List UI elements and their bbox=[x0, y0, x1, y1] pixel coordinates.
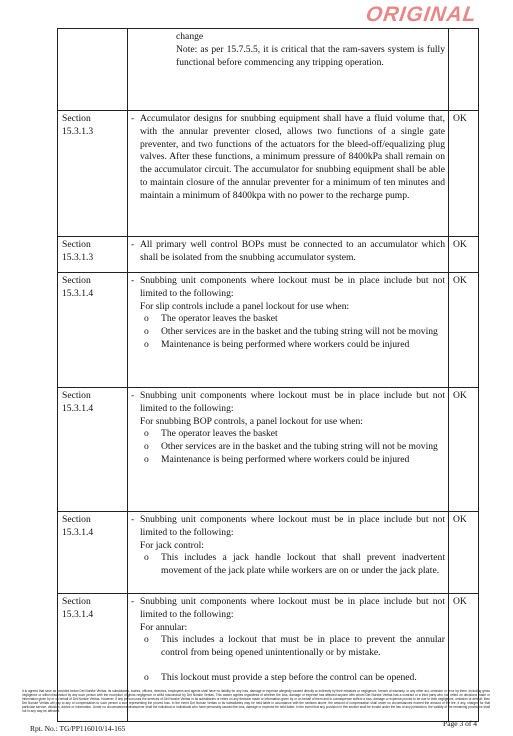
bullet-text: Maintenance is being performed where workers could be injured bbox=[161, 453, 410, 465]
dash-marker: - bbox=[131, 596, 135, 607]
compliance-table bbox=[57, 28, 479, 722]
dash-marker: - bbox=[131, 113, 135, 124]
bullet-text: This lockout must provide a step before the control can be opened. bbox=[161, 671, 417, 683]
requirement-cell bbox=[128, 388, 449, 512]
dash-marker: - bbox=[131, 514, 135, 525]
bullet-marker: o bbox=[144, 338, 149, 350]
list-item bbox=[140, 454, 445, 467]
bullet-marker: o bbox=[144, 634, 149, 646]
requirement-cell bbox=[128, 512, 449, 594]
status-cell bbox=[449, 29, 479, 111]
table-row bbox=[58, 29, 479, 111]
status-cell: OK bbox=[449, 237, 479, 273]
requirement-text: Snubbing unit components where lockout must be in place include but not limited to the following: bbox=[140, 514, 445, 538]
table-row bbox=[58, 273, 479, 388]
list-item bbox=[140, 428, 445, 441]
status-cell: OK bbox=[449, 111, 479, 237]
requirement-item bbox=[131, 275, 445, 301]
page-number: Page 3 of 4 bbox=[443, 719, 477, 728]
bullet-text: Maintenance is being performed where workers could be injured bbox=[161, 338, 410, 350]
bullet-list bbox=[131, 552, 445, 578]
original-stamp: ORIGINAL bbox=[364, 3, 479, 26]
bullet-marker: o bbox=[144, 441, 149, 453]
requirement-subtext: For snubbing BOP controls, a panel lockout for use when: bbox=[140, 415, 363, 427]
bullet-marker: o bbox=[144, 671, 149, 683]
bullet-text: Other services are in the basket and the tubing string will not be moving bbox=[161, 326, 438, 338]
bullet-text: This includes a lockout that must be in place to prevent the annular control from being opened unintentionally or by mistake. bbox=[161, 634, 445, 659]
dash-marker: - bbox=[131, 239, 135, 250]
section-cell: Section 15.3.1.4 bbox=[58, 273, 128, 388]
requirement-text: Snubbing unit components where lockout must be in place include but not limited to the following: bbox=[140, 596, 445, 620]
list-item bbox=[140, 326, 445, 339]
requirement-text: Snubbing unit components where lockout must be in place include but not limited to the following: bbox=[140, 275, 445, 299]
bullet-text: This includes a jack handle lockout that shall prevent inadvertent movement of the jack plate while workers are on or under the jack plate. bbox=[161, 552, 445, 577]
table-row bbox=[58, 388, 479, 512]
status-cell: OK bbox=[449, 388, 479, 512]
bullet-marker: o bbox=[144, 453, 149, 465]
requirement-item bbox=[131, 514, 445, 540]
requirement-item bbox=[131, 596, 445, 622]
table-row bbox=[58, 111, 479, 237]
requirement-item bbox=[131, 239, 445, 265]
table-row bbox=[58, 512, 479, 594]
requirement-text: Accumulator designs for snubbing equipment shall have a fluid volume that, with the annular preventer closed, allows two functions of a single gate preventer, and two functions of the actuators for the bleed-off/equalizing plug valves. After these functions, a minimum pressure of 8400kPa shall remain on the accumulator circuit. The accumulator for snubbing equipment shall be able to maintain closure of the annular preventer for a minimum of ten minutes and maintain a minimum of 8400kpa with no power to the recharge pump. bbox=[140, 113, 445, 201]
dash-marker: - bbox=[131, 275, 135, 286]
bullet-marker: o bbox=[144, 428, 149, 440]
list-item bbox=[140, 634, 445, 660]
list-item bbox=[140, 552, 445, 578]
bullet-list bbox=[131, 634, 445, 684]
status-cell: OK bbox=[449, 512, 479, 594]
section-cell: Section 15.3.1.3 bbox=[58, 111, 128, 237]
section-cell: Section 15.3.1.4 bbox=[58, 512, 128, 594]
requirement-subtext: Note: as per 15.7.5.5, it is critical that the ram-savers system is fully functional before commencing any tripping operation. bbox=[176, 43, 445, 68]
requirement-cell bbox=[128, 29, 449, 111]
status-cell: OK bbox=[449, 594, 479, 722]
bullet-text: The operator leaves the basket bbox=[161, 313, 278, 325]
requirement-cell bbox=[128, 273, 449, 388]
requirement-text: Snubbing unit components where lockout must be in place include but not limited to the following: bbox=[140, 390, 445, 414]
liability-disclaimer: It is agreed that save as provided below Det Norske Veritas, its subsidiaries, bodies, officers, directors, employees and agents shall have no liability for any loss, damage or expense allegedly caused directly or indirectly by their mistakes or negligence, breach of warranty, or any other act, omission or error by them, including gross negligence or wilful misconduct by any such person with the exception of gross negligence or wilful misconduct by Det Norske Veritas. This waiver applies regardless of whether the loss, damage or expense has affected anyone with whom Det Norske Veritas has a contract or a third party who has relied on decisions made or information given by or on behalf of Det Norske Veritas. However, if any person uses the services of Det Norske Veritas or its subsidiaries or relies on any decision made or information given by or on behalf of them and in consequence suffers a loss, damage or expense proved to be due to their negligence, omission or default, then Det Norske Veritas will pay to any of compensation to such person a sum representing the proved loss. In the event Det Norske Veritas or its subsidiaries may be held liable in accordance with the sections above, the amount of compensation shall under no circumstances exceed the amount of the fee, if any, charged for that particular service, decision, advice or information. Under no circumstances whatsoever shall the individual or individuals who have personally caused the loss, damage or expense be held liable. In the event that any provision in this section shall be invalid under the law of any jurisdiction, the validity of the remaining provisions shall not in any way be affected. bbox=[22, 689, 490, 713]
requirement-subtext: For annular: bbox=[140, 621, 188, 633]
bullet-text: Other services are in the basket and the tubing string will not be moving bbox=[161, 441, 438, 453]
list-item bbox=[140, 313, 445, 326]
requirement-text: All primary well control BOPs must be connected to an accumulator which shall be isolated from the snubbing accumulator system. bbox=[140, 239, 445, 263]
section-cell: Section 15.3.1.4 bbox=[58, 594, 128, 722]
section-cell bbox=[58, 29, 128, 111]
requirement-item bbox=[131, 113, 445, 203]
dash-marker: - bbox=[131, 390, 135, 401]
bullet-list bbox=[131, 313, 445, 351]
requirement-cell bbox=[128, 111, 449, 237]
list-item bbox=[140, 441, 445, 454]
status-cell: OK bbox=[449, 273, 479, 388]
requirement-item bbox=[131, 390, 445, 416]
bullet-marker: o bbox=[144, 326, 149, 338]
table-row bbox=[58, 237, 479, 273]
requirement-subtext: For slip controls include a panel lockout for use when: bbox=[140, 300, 350, 312]
bullet-text: The operator leaves the basket bbox=[161, 428, 278, 440]
bullet-marker: o bbox=[144, 313, 149, 325]
bullet-list bbox=[131, 428, 445, 466]
requirement-cell bbox=[128, 237, 449, 273]
list-item bbox=[140, 672, 445, 685]
report-number: Rpt. No.: TG/PP116010/14-165 bbox=[30, 724, 126, 733]
section-cell: Section 15.3.1.4 bbox=[58, 388, 128, 512]
section-cell: Section 15.3.1.3 bbox=[58, 237, 128, 273]
requirement-subtext: For jack control: bbox=[140, 539, 204, 551]
list-item bbox=[140, 339, 445, 352]
bullet-marker: o bbox=[144, 552, 149, 564]
requirement-subtext: change bbox=[176, 31, 204, 42]
